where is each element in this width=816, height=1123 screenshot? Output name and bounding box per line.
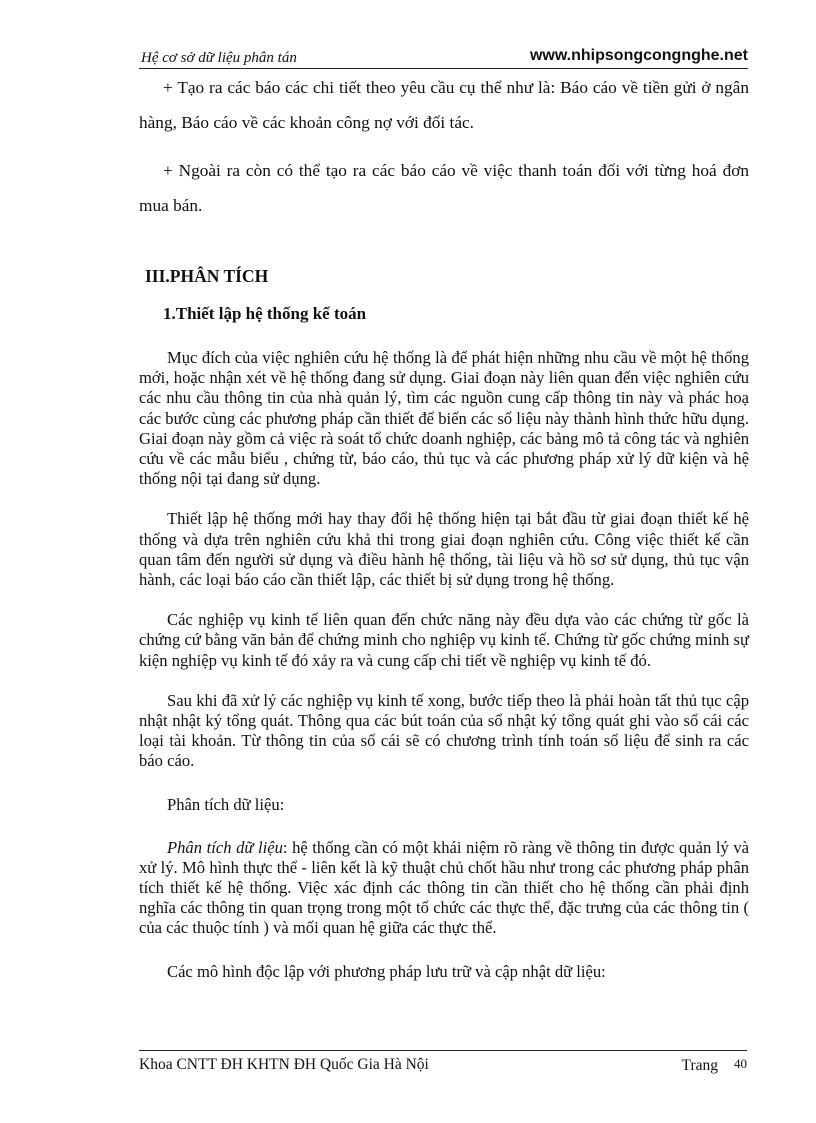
bullet-paragraph: + Tạo ra các báo các chi tiết theo yêu cầu cụ thể như là: Báo cáo về tiền gửi ở ngân hàng, Báo cáo về các khoản công nợ với đối tác. xyxy=(139,78,749,132)
header-title: Hệ cơ sở dữ liệu phân tán xyxy=(141,50,297,66)
subsection-heading: 1.Thiết lập hệ thống kế toán xyxy=(163,304,367,323)
footer-faculty: Khoa CNTT ĐH KHTN ĐH Quốc Gia Hà Nội xyxy=(139,1056,429,1073)
page-footer xyxy=(139,1050,747,1074)
models-label: Các mô hình độc lập với phương pháp lưu trữ và cập nhật dữ liệu: xyxy=(167,961,606,981)
page-number: 40 xyxy=(734,1056,747,1071)
page-body xyxy=(139,70,749,982)
bullet-paragraph: + Ngoài ra còn có thể tạo ra các báo cáo về việc thanh toán đối với từng hoá đơn mua bán. xyxy=(139,161,749,215)
data-analysis-text: : hệ thống cần có một khái niệm rõ ràng về thông tin được quản lý và xử lý. Mô hình thực thể - liên kết là kỹ thuật chủ chốt hầu như trong các phương pháp phân tích thiết kế hệ thống. Việc xác định các thông tin cần thiết cho hệ thống cần phải định nghĩa các thông tin quan trọng trong một tổ chức các thực thể, đặc trưng của các thông tin ( của các thuộc tính ) và mối quan hệ giữa các thực thể. xyxy=(139,837,749,938)
section-heading: III.PHÂN TÍCH xyxy=(145,266,269,286)
page-header xyxy=(139,46,748,69)
footer-page xyxy=(682,1056,747,1075)
body-paragraph: Sau khi đã xử lý các nghiệp vụ kinh tế xong, bước tiếp theo là phải hoàn tất thủ tục cập nhật nhật ký tổng quát. Thông qua các bút toán của sổ nhật ký tổng quát ghi vào sổ cái các loại tài khoản. Từ thông tin của sổ cái sẽ có chương trình tính toán số liệu để sinh ra các báo cáo. xyxy=(139,690,749,771)
body-paragraph: Thiết lập hệ thống mới hay thay đổi hệ thống hiện tại bắt đầu từ giai đoạn thiết kế hệ thống và dựa trên nghiên cứu khả thi trong giai đoạn nghiên cứu. Công việc thiết kế cần quan tâm đến người sử dụng và điều hành hệ thống, tài liệu và hồ sơ sử dụng, thủ tục vận hành, các loại báo cáo cần thiết lập, các thiết bị sử dụng trong hệ thống. xyxy=(139,509,749,590)
data-analysis-label: Phân tích dữ liệu: xyxy=(167,794,285,814)
body-paragraph: Mục đích của việc nghiên cứu hệ thống là để phát hiện những nhu cầu về một hệ thống mới, hoặc nhận xét về hệ thống đang sử dụng. Giai đoạn này liên quan đến việc nghiên cứu các nhu cầu thông tin của nhà quản lý, tìm các nguồn cung cấp thông tin này và phác hoạ các bước cùng các phương pháp cần thiết để biến các số liệu này thành hình thức hữu dụng. Giai đoạn này gồm cả việc rà soát tổ chức doanh nghiệp, các bảng mô tả công tác và nghiên cứu về các mẫu biểu , chứng từ, báo cáo, thủ tục và các phương pháp xử lý dữ kiện và hệ thống nội tại đang sử dụng. xyxy=(139,348,749,489)
data-analysis-lead: Phân tích dữ liệu xyxy=(167,837,283,857)
body-paragraph: Các nghiệp vụ kinh tế liên quan đến chức năng này đều dựa vào các chứng từ gốc là chứng cứ bằng văn bản để chứng minh cho nghiệp vụ kinh tế. Chứng từ gốc chứng minh sự kiện nghiệp vụ kinh tế đó xảy ra và cung cấp chi tiết về nghiệp vụ kinh tế đó. xyxy=(139,610,749,670)
page-label: Trang xyxy=(681,1057,718,1074)
header-website: www.nhipsongcongnghe.net xyxy=(529,47,748,64)
data-analysis-paragraph xyxy=(139,838,749,939)
